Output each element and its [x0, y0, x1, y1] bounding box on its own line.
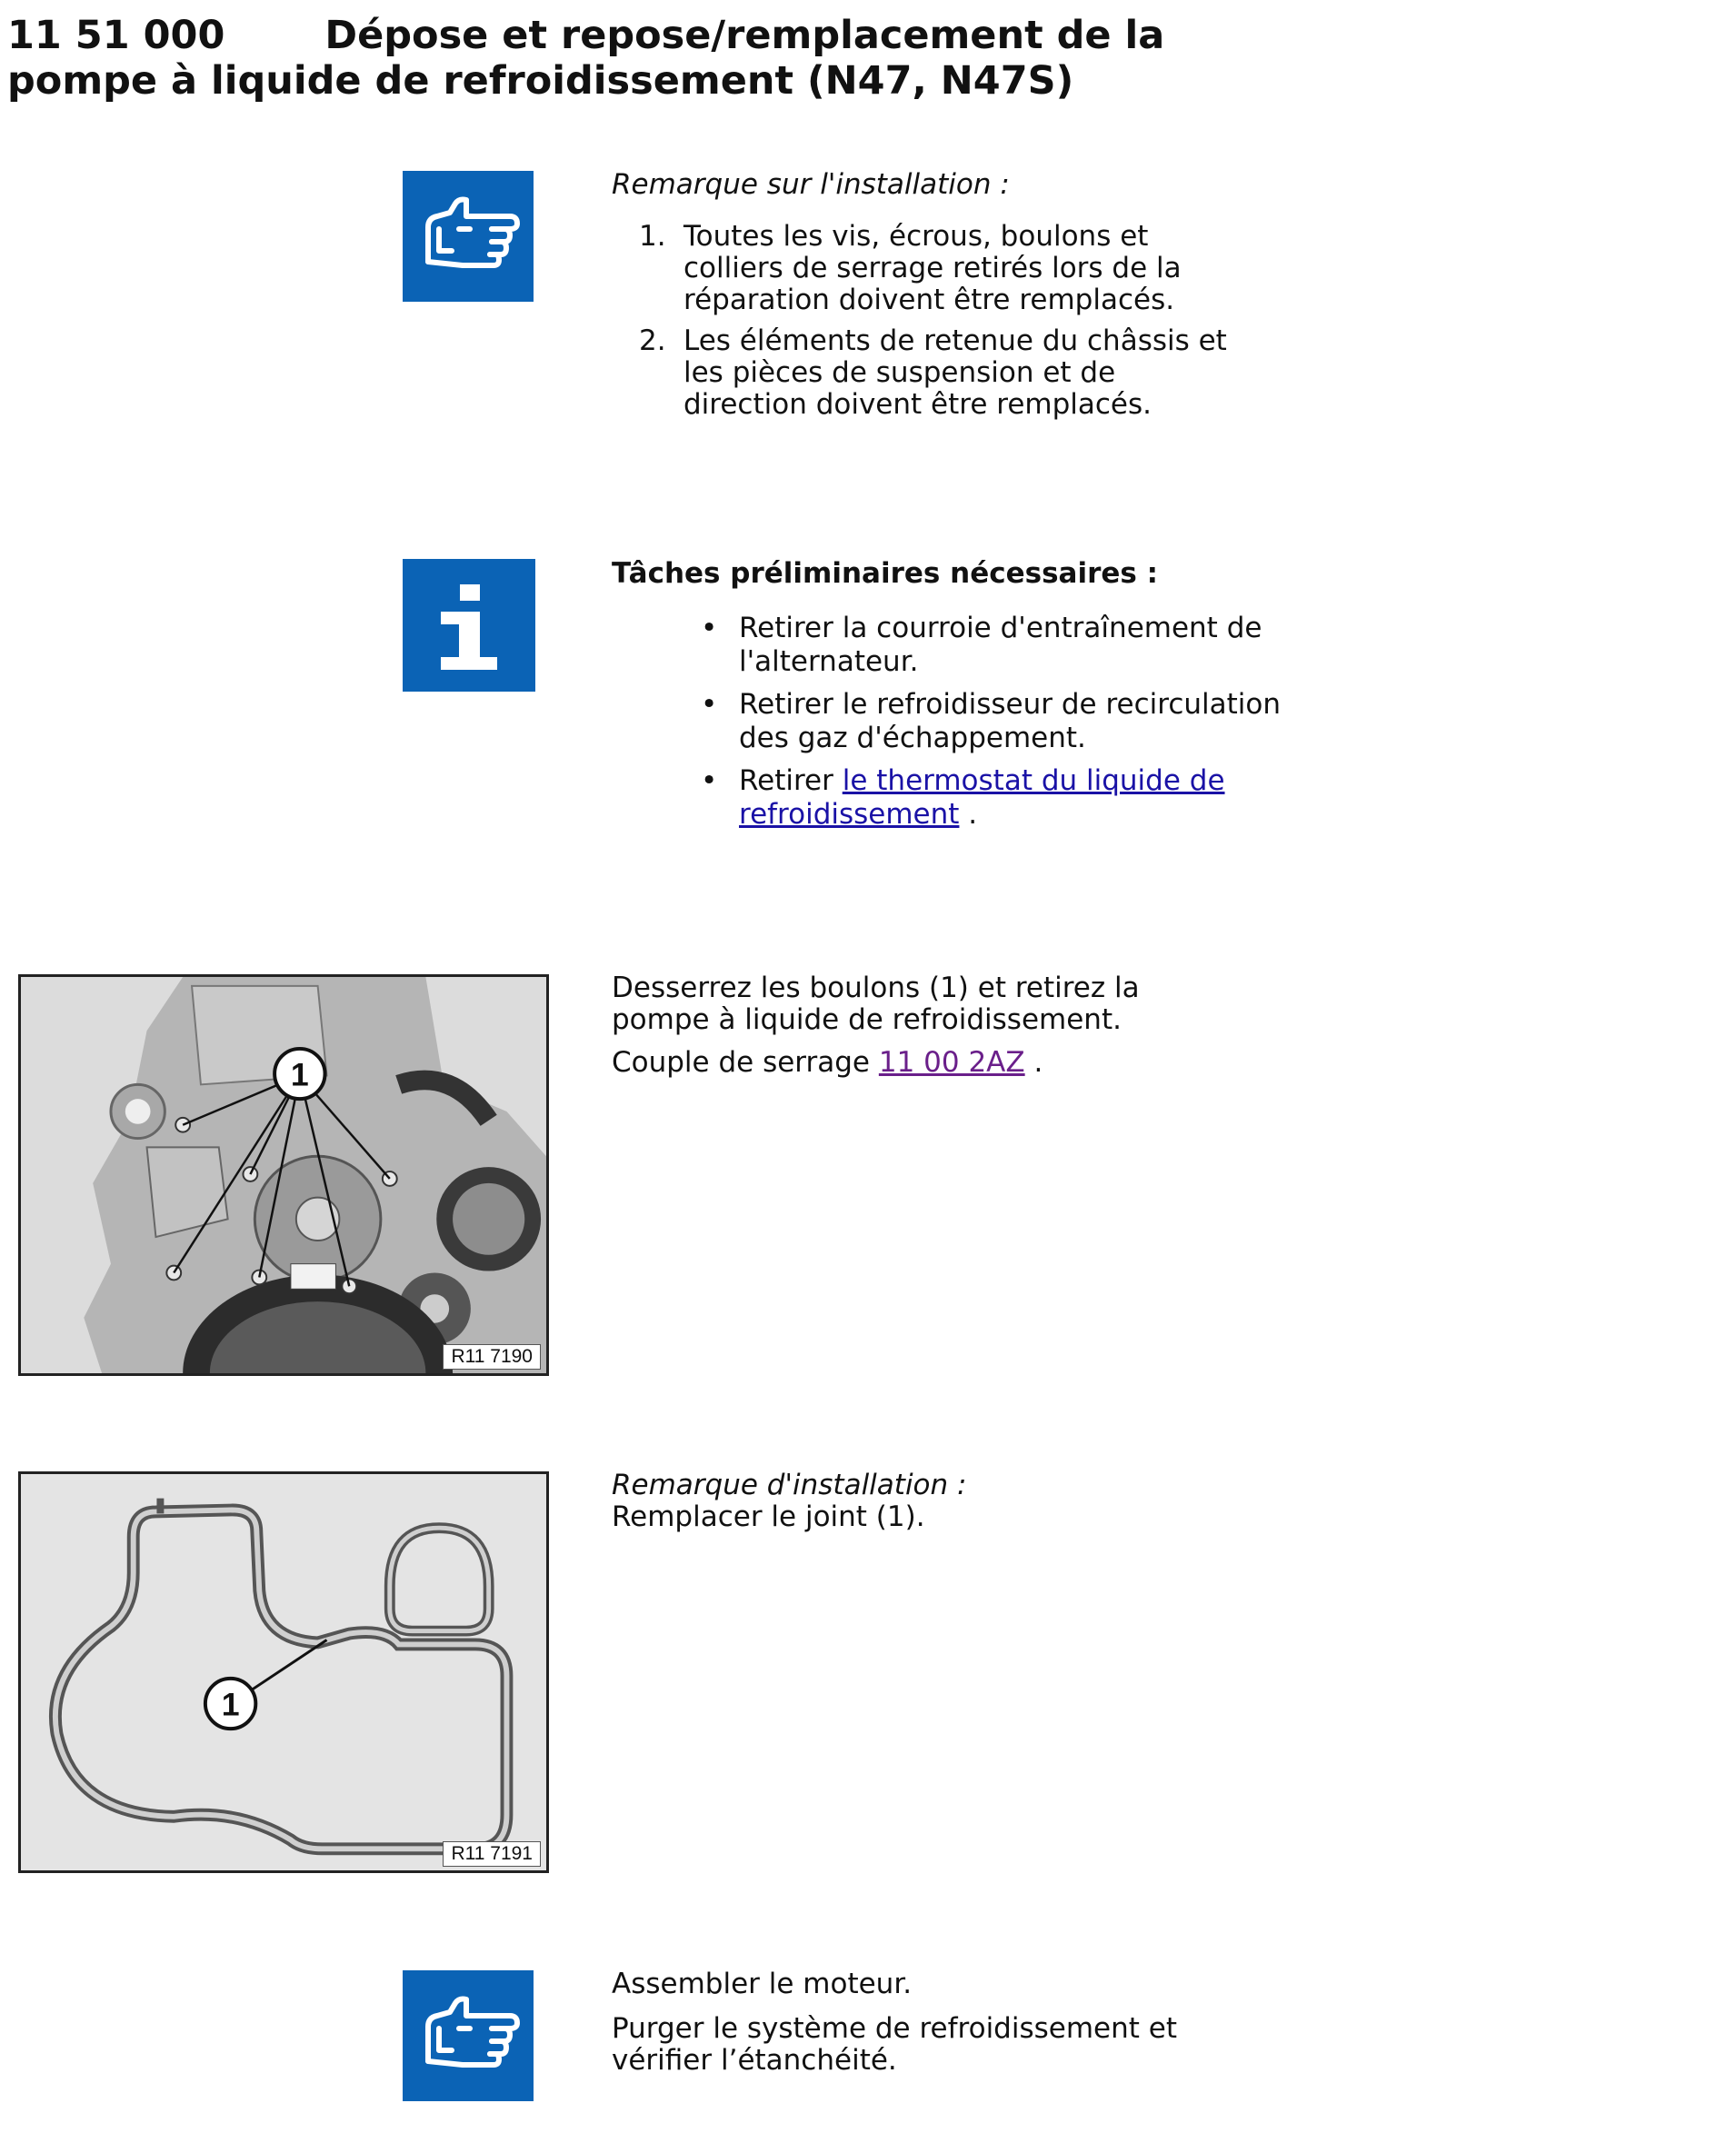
title-text: Dépose et repose/remplacement de la pompe à liquide de refroidissement (N47, N47S): [7, 13, 1165, 104]
engine-illustration: [21, 977, 546, 1373]
gasket-diagram: [18, 1471, 549, 1873]
list-item: [612, 221, 1247, 316]
removal-step: [612, 972, 1230, 1079]
final-step-1: Assembler le moteur.: [612, 1968, 913, 2000]
callout-1: 1: [290, 1056, 309, 1093]
torque-spec-link[interactable]: 11 00 2AZ: [878, 1046, 1025, 1079]
list-item: [612, 764, 1284, 832]
figure-id: R11 7190: [443, 1344, 541, 1370]
step-text: Desserrez les boulons (1) et retirez la pompe à liquide de refroidissement.: [612, 972, 1140, 1036]
info-icon: [403, 559, 535, 692]
note-heading: Remarque sur l'installation :: [612, 168, 1010, 201]
remark-heading: Remarque d'installation :: [612, 1469, 967, 1501]
installation-remark: [612, 1470, 966, 1533]
final-step-2: Purger le système de refroidissement et vérifier l’étanchéité.: [612, 2012, 1177, 2077]
remark-text: Remplacer le joint (1).: [612, 1500, 925, 1533]
list-item: [612, 325, 1247, 421]
pointing-hand-icon: [403, 171, 534, 302]
final-steps: [612, 1969, 1230, 2077]
page-title: [7, 13, 1280, 104]
item-text: Toutes les vis, écrous, boulons et colliers de serrage retirés lors de la réparation doivent être remplacés.: [683, 220, 1182, 316]
figure-id: R11 7191: [443, 1841, 541, 1867]
item-text: Retirer: [739, 764, 843, 797]
gasket-illustration: [21, 1474, 546, 1870]
item-suffix: .: [959, 798, 978, 831]
bullet: •: [701, 764, 718, 797]
preliminary-tasks: [612, 558, 1284, 841]
bullet: •: [701, 688, 718, 721]
repair-code: 11 51 000: [7, 13, 225, 58]
bullet: •: [701, 612, 718, 644]
torque-label: Couple de serrage: [612, 1046, 879, 1079]
item-text: Retirer le refroidisseur de recirculation des gaz d'échappement.: [739, 688, 1282, 754]
item-text: Retirer la courroie d'entraînement de l'alternateur.: [739, 612, 1262, 678]
torque-line: [612, 1047, 1230, 1079]
item-text: Les éléments de retenue du châssis et les pièces de suspension et de direction doivent être remplacés.: [683, 324, 1227, 421]
note-list: [612, 221, 1247, 421]
tasks-list: [612, 612, 1284, 832]
installation-note: [612, 169, 1247, 430]
callout-1: 1: [221, 1686, 240, 1723]
torque-suffix: .: [1024, 1046, 1043, 1079]
thermostat-link[interactable]: le thermostat du liquide de refroidissement: [739, 764, 1225, 831]
list-item: [612, 688, 1284, 755]
item-number: 2.: [639, 324, 666, 357]
item-number: 1.: [639, 220, 666, 253]
engine-photo: [18, 974, 549, 1376]
list-item: [612, 612, 1284, 679]
pointing-hand-icon: [403, 1970, 534, 2101]
tasks-heading: Tâches préliminaires nécessaires :: [612, 557, 1159, 590]
